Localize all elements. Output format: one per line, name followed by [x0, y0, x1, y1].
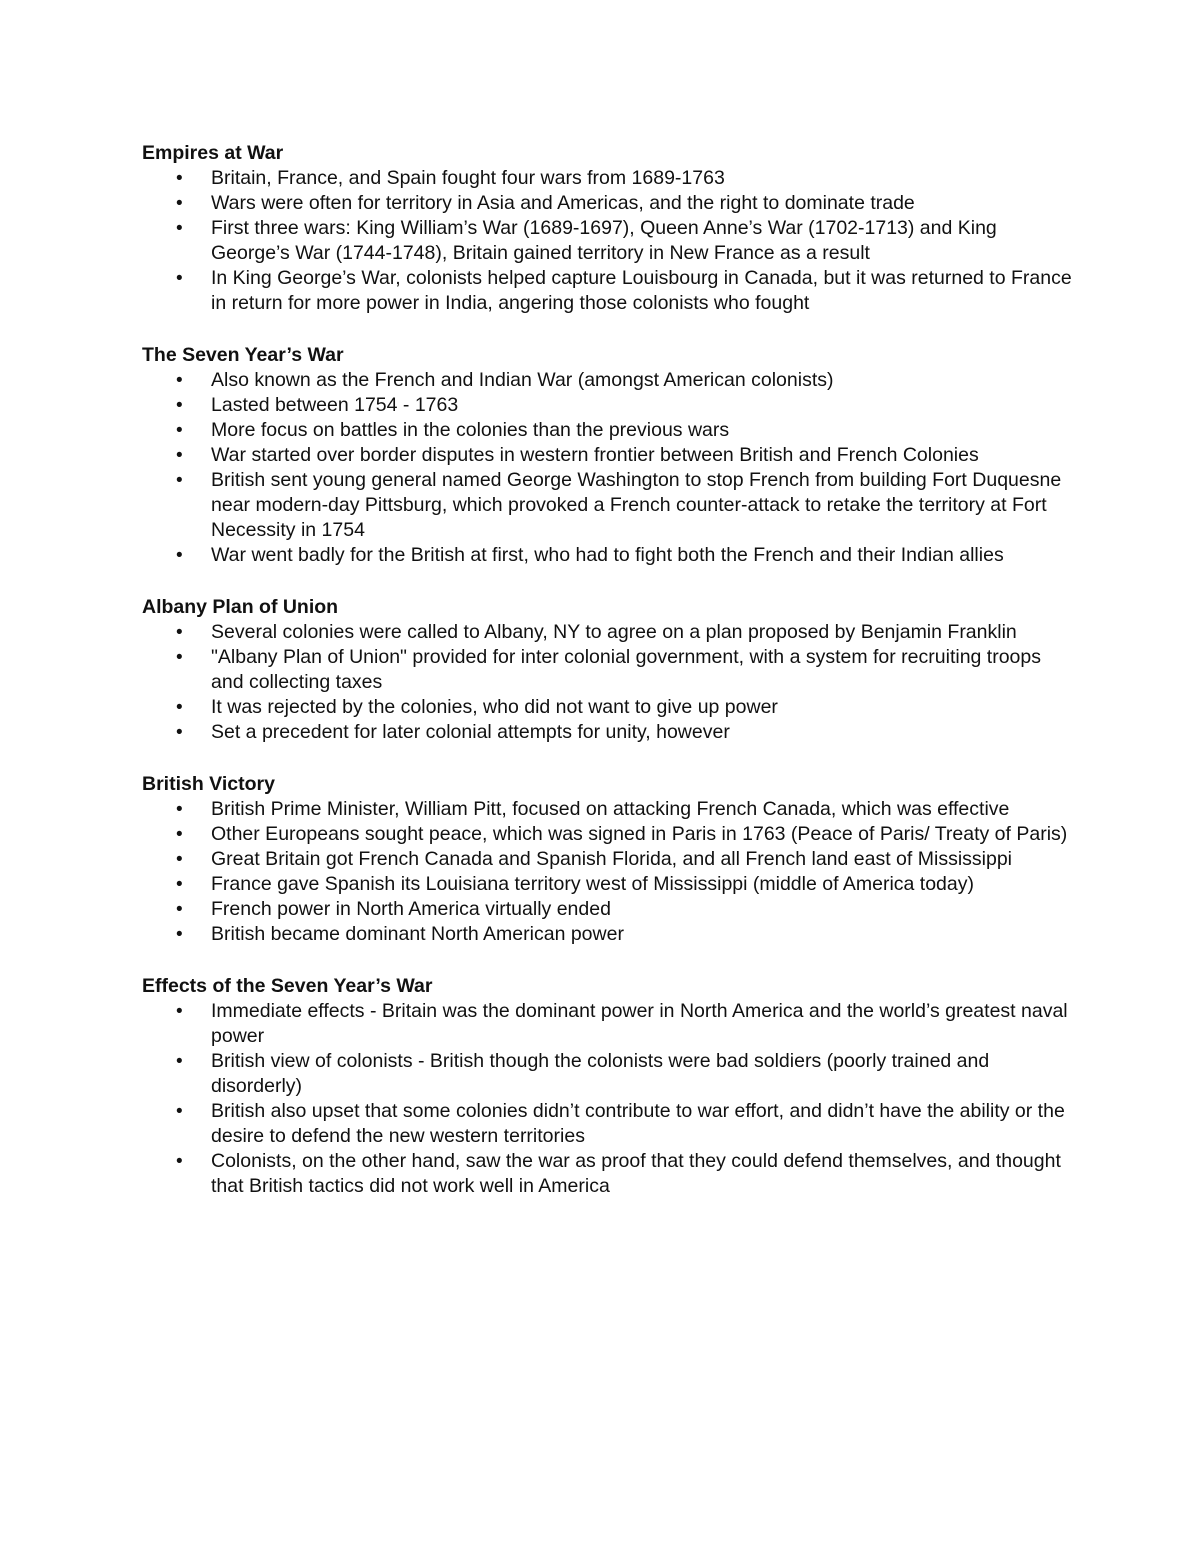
- bullet-item: [142, 822, 1072, 847]
- bullet-icon: •: [176, 193, 183, 214]
- section-albany-plan: [142, 595, 1072, 745]
- section-effects-of-war: [142, 974, 1072, 1199]
- section-seven-years-war: [142, 343, 1072, 568]
- bullet-item: [142, 620, 1072, 645]
- bullet-text: War started over border disputes in western frontier between British and French Colonies: [211, 444, 979, 466]
- section-heading: The Seven Year’s War: [142, 344, 344, 366]
- bullet-icon: •: [176, 268, 183, 289]
- bullet-item: [142, 922, 1072, 947]
- bullet-item: [142, 543, 1072, 568]
- bullet-text: Britain, France, and Spain fought four wars from 1689-1763: [211, 167, 725, 189]
- bullet-text: More focus on battles in the colonies than the previous wars: [211, 419, 730, 441]
- bullet-item: [142, 468, 1072, 543]
- bullet-item: [142, 999, 1072, 1049]
- bullet-text: French power in North America virtually ended: [211, 898, 611, 920]
- bullet-item: [142, 266, 1072, 316]
- section-heading: British Victory: [142, 773, 275, 795]
- bullet-icon: •: [176, 849, 183, 870]
- bullet-icon: •: [176, 1001, 183, 1022]
- bullet-text: It was rejected by the colonies, who did not want to give up power: [211, 696, 778, 718]
- bullet-icon: •: [176, 1151, 183, 1172]
- bullet-item: [142, 191, 1072, 216]
- section-heading: Albany Plan of Union: [142, 596, 339, 618]
- bullet-text: Colonists, on the other hand, saw the war as proof that they could defend themselves, and thought that British tactics did not work well in America: [211, 1150, 1061, 1197]
- bullet-icon: •: [176, 545, 183, 566]
- bullet-text: "Albany Plan of Union" provided for inter colonial government, with a system for recruiting troops and collecting taxes: [211, 646, 1041, 693]
- bullet-item: [142, 1049, 1072, 1099]
- bullet-item: [142, 897, 1072, 922]
- bullet-text: British sent young general named George Washington to stop French from building Fort Duquesne near modern-day Pittsburg, which provoked a French counter-attack to retake the territory at Fort Necessity in 1754: [211, 469, 1062, 541]
- bullet-icon: •: [176, 1051, 183, 1072]
- bullet-icon: •: [176, 370, 183, 391]
- bullet-icon: •: [176, 799, 183, 820]
- bullet-icon: •: [176, 647, 183, 668]
- bullet-item: [142, 1149, 1072, 1199]
- bullet-icon: •: [176, 445, 183, 466]
- bullet-text: British Prime Minister, William Pitt, focused on attacking French Canada, which was effective: [211, 798, 1010, 820]
- bullet-icon: •: [176, 622, 183, 643]
- bullet-icon: •: [176, 395, 183, 416]
- bullet-list: [142, 620, 1072, 745]
- document-body: [142, 141, 1072, 1226]
- bullet-icon: •: [176, 924, 183, 945]
- bullet-item: [142, 418, 1072, 443]
- bullet-icon: •: [176, 874, 183, 895]
- bullet-item: [142, 645, 1072, 695]
- bullet-item: [142, 695, 1072, 720]
- bullet-icon: •: [176, 1101, 183, 1122]
- bullet-text: First three wars: King William’s War (1689-1697), Queen Anne’s War (1702-1713) and King George’s War (1744-1748), Britain gained territory in New France as a result: [211, 217, 997, 264]
- bullet-text: War went badly for the British at first, who had to fight both the French and their Indian allies: [211, 544, 1004, 566]
- section-heading: Empires at War: [142, 142, 284, 164]
- bullet-text: Lasted between 1754 - 1763: [211, 394, 459, 416]
- bullet-item: [142, 443, 1072, 468]
- bullet-icon: •: [176, 168, 183, 189]
- bullet-text: Several colonies were called to Albany, NY to agree on a plan proposed by Benjamin Franklin: [211, 621, 1017, 643]
- bullet-text: British became dominant North American power: [211, 923, 624, 945]
- bullet-icon: •: [176, 420, 183, 441]
- bullet-text: France gave Spanish its Louisiana territory west of Mississippi (middle of America today): [211, 873, 974, 895]
- bullet-text: British view of colonists - British though the colonists were bad soldiers (poorly trained and disorderly): [211, 1050, 990, 1097]
- bullet-item: [142, 368, 1072, 393]
- bullet-icon: •: [176, 824, 183, 845]
- bullet-text: In King George’s War, colonists helped capture Louisbourg in Canada, but it was returned to France in return for more power in India, angering those colonists who fought: [211, 267, 1072, 314]
- bullet-icon: •: [176, 470, 183, 491]
- bullet-icon: •: [176, 697, 183, 718]
- bullet-item: [142, 1099, 1072, 1149]
- bullet-text: Also known as the French and Indian War (amongst American colonists): [211, 369, 834, 391]
- bullet-item: [142, 216, 1072, 266]
- bullet-item: [142, 872, 1072, 897]
- bullet-list: [142, 797, 1072, 947]
- bullet-item: [142, 166, 1072, 191]
- bullet-text: Wars were often for territory in Asia and Americas, and the right to dominate trade: [211, 192, 915, 214]
- bullet-icon: •: [176, 218, 183, 239]
- bullet-icon: •: [176, 899, 183, 920]
- section-heading: Effects of the Seven Year’s War: [142, 975, 433, 997]
- bullet-item: [142, 393, 1072, 418]
- bullet-text: Set a precedent for later colonial attempts for unity, however: [211, 721, 730, 743]
- bullet-item: [142, 847, 1072, 872]
- bullet-text: Other Europeans sought peace, which was signed in Paris in 1763 (Peace of Paris/ Treaty of Paris): [211, 823, 1068, 845]
- bullet-text: Immediate effects - Britain was the dominant power in North America and the world’s greatest naval power: [211, 1000, 1068, 1047]
- bullet-list: [142, 368, 1072, 568]
- section-british-victory: [142, 772, 1072, 947]
- bullet-list: [142, 999, 1072, 1199]
- bullet-text: Great Britain got French Canada and Spanish Florida, and all French land east of Mississippi: [211, 848, 1013, 870]
- bullet-item: [142, 797, 1072, 822]
- bullet-item: [142, 720, 1072, 745]
- section-empires-at-war: [142, 141, 1072, 316]
- bullet-icon: •: [176, 722, 183, 743]
- bullet-list: [142, 166, 1072, 316]
- bullet-text: British also upset that some colonies didn’t contribute to war effort, and didn’t have the ability or the desire to defend the new western territories: [211, 1100, 1065, 1147]
